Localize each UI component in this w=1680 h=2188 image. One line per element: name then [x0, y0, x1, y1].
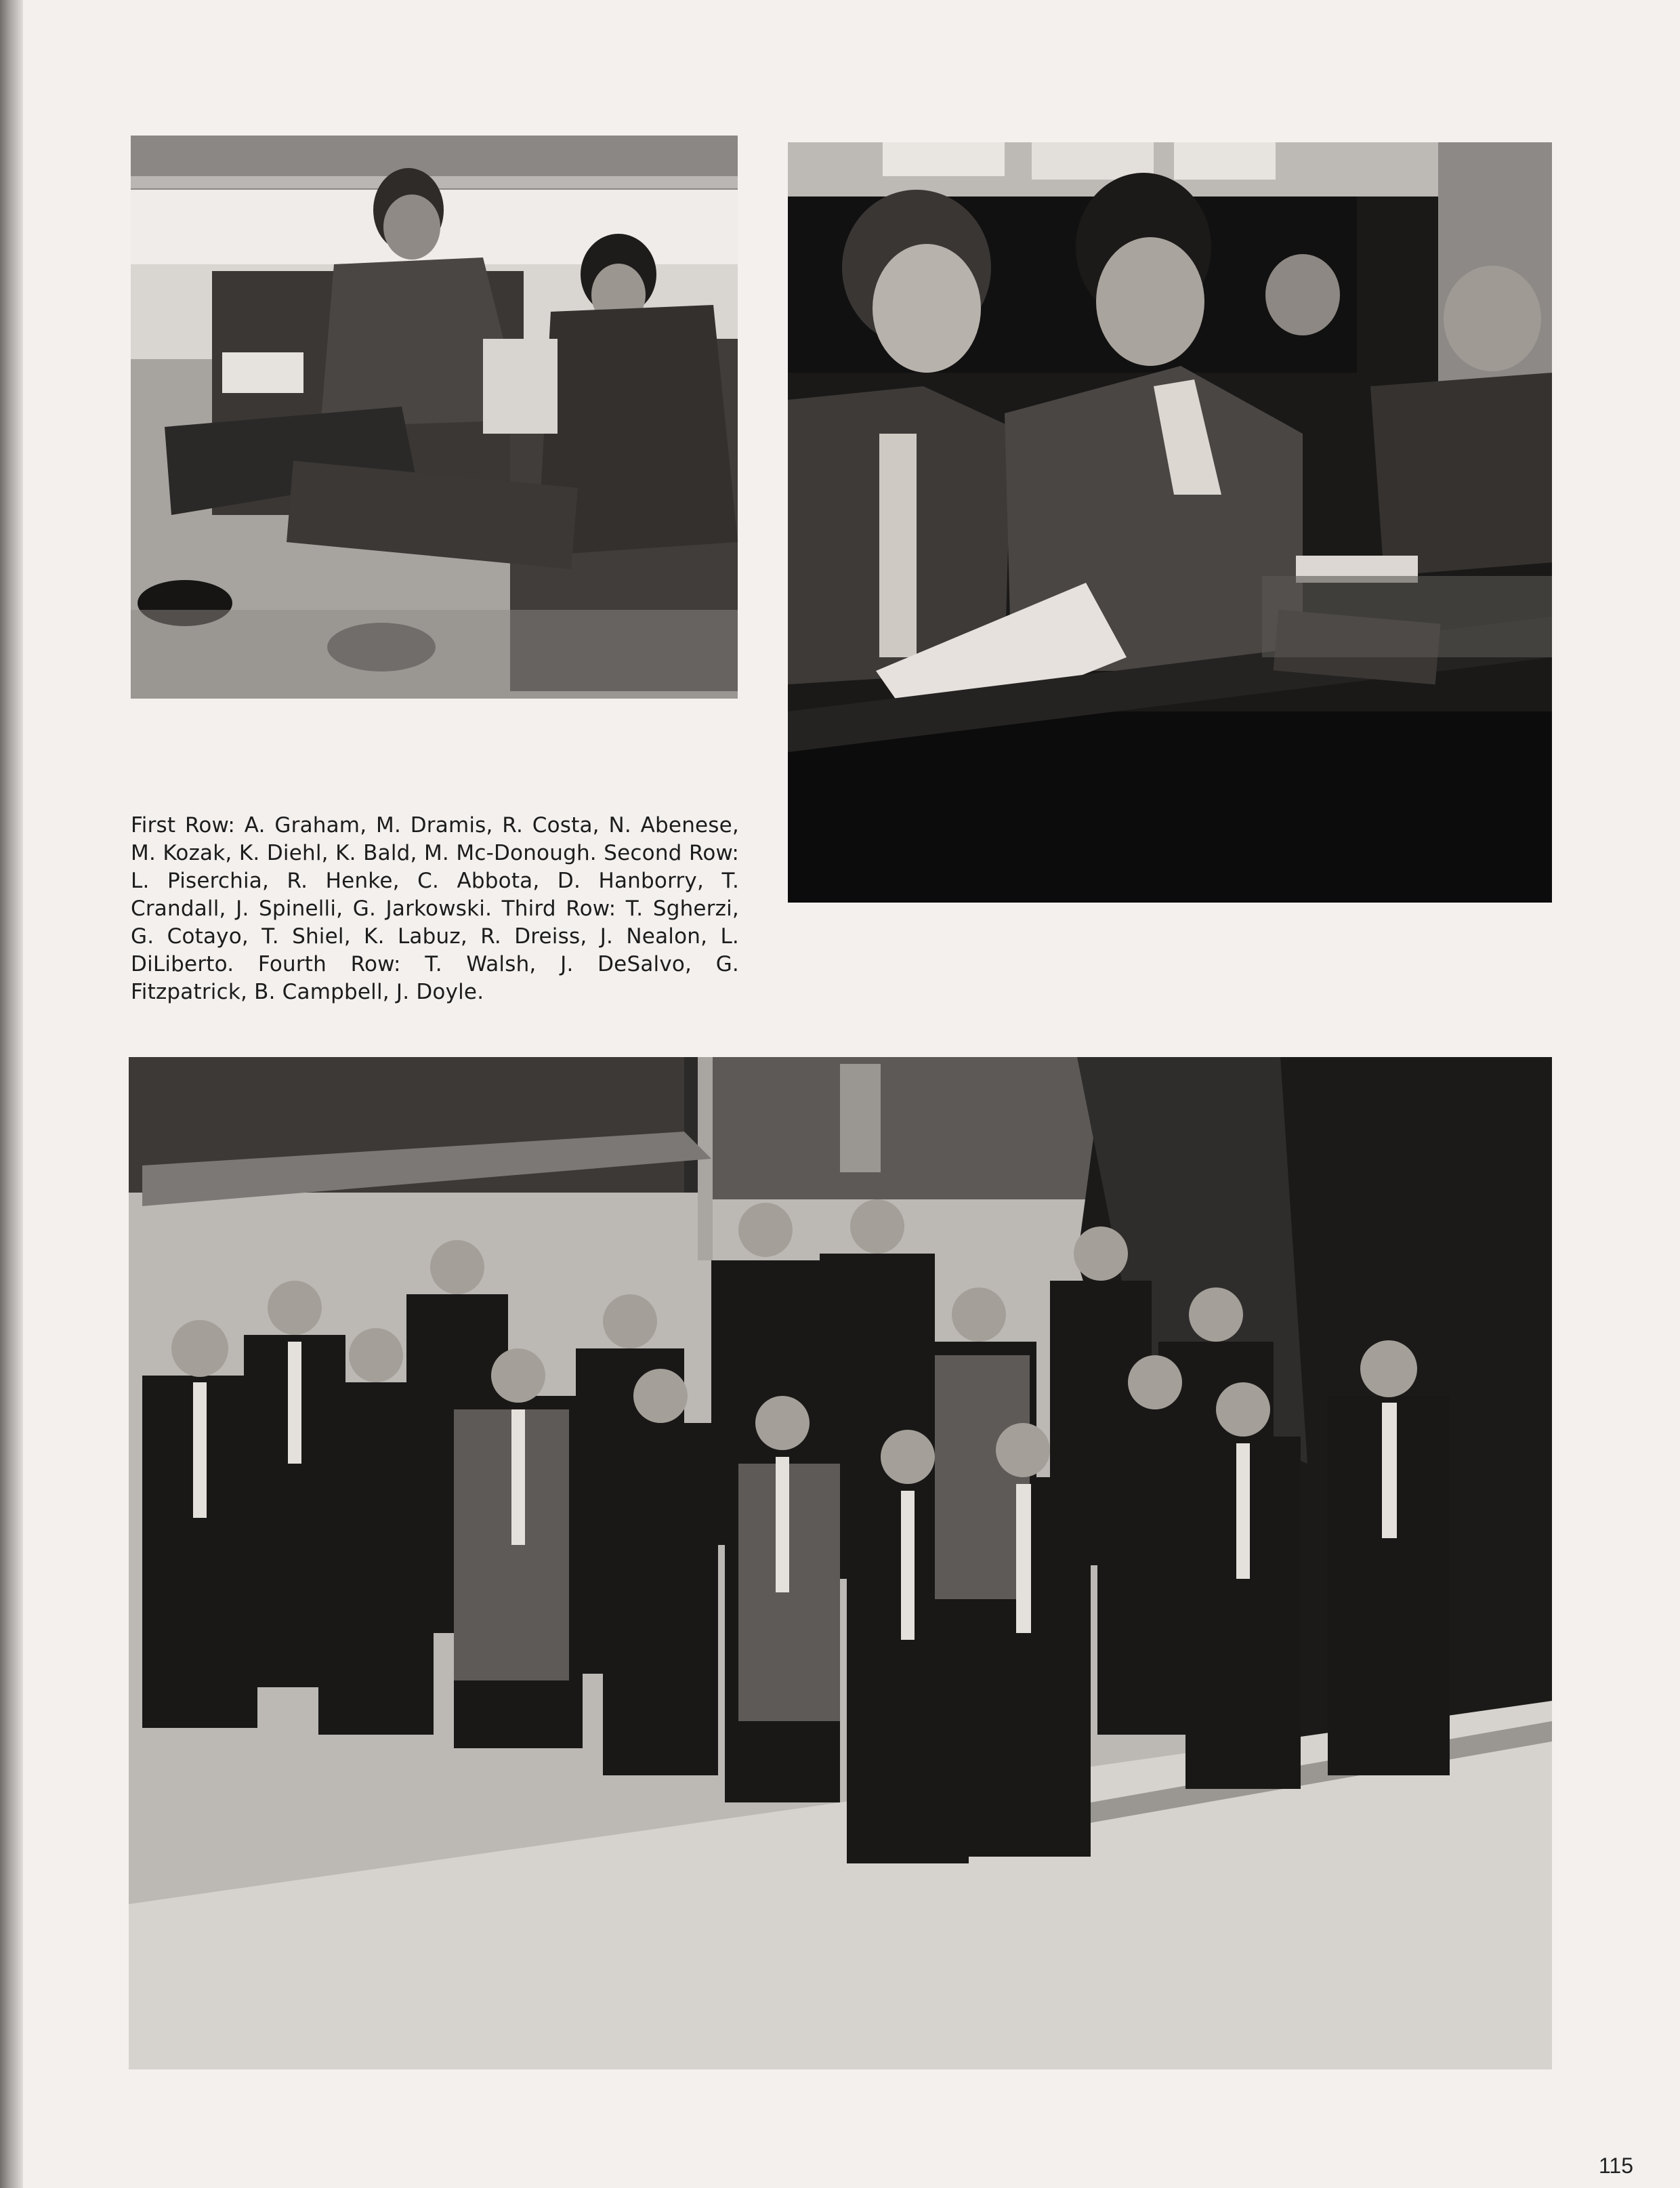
lounge-reading-photo: [131, 136, 738, 699]
page-binding-edge: [0, 0, 23, 2188]
desk-students-photo: [788, 142, 1552, 903]
group-photo: [129, 1057, 1552, 2069]
page-number: 115: [1599, 2153, 1634, 2178]
group-photo-caption: First Row: A. Graham, M. Dramis, R. Costa, N. Abenese, M. Kozak, K. Diehl, K. Bald, M. Mc-Donough. Second Row: L. Piserchia, R. Henke, C. Abbota, D. Hanborry, T. Crandall, J. Spinelli, G. Jarkowski. Third Row: T. Sgherzi, G. Cotayo, T. Shiel, K. Labuz, R. Dreiss, J. Nealon, L. DiLiberto. Fourth Row: T. Walsh, J. DeSalvo, G. Fitzpatrick, B. Campbell, J. Doyle.: [131, 813, 739, 1004]
